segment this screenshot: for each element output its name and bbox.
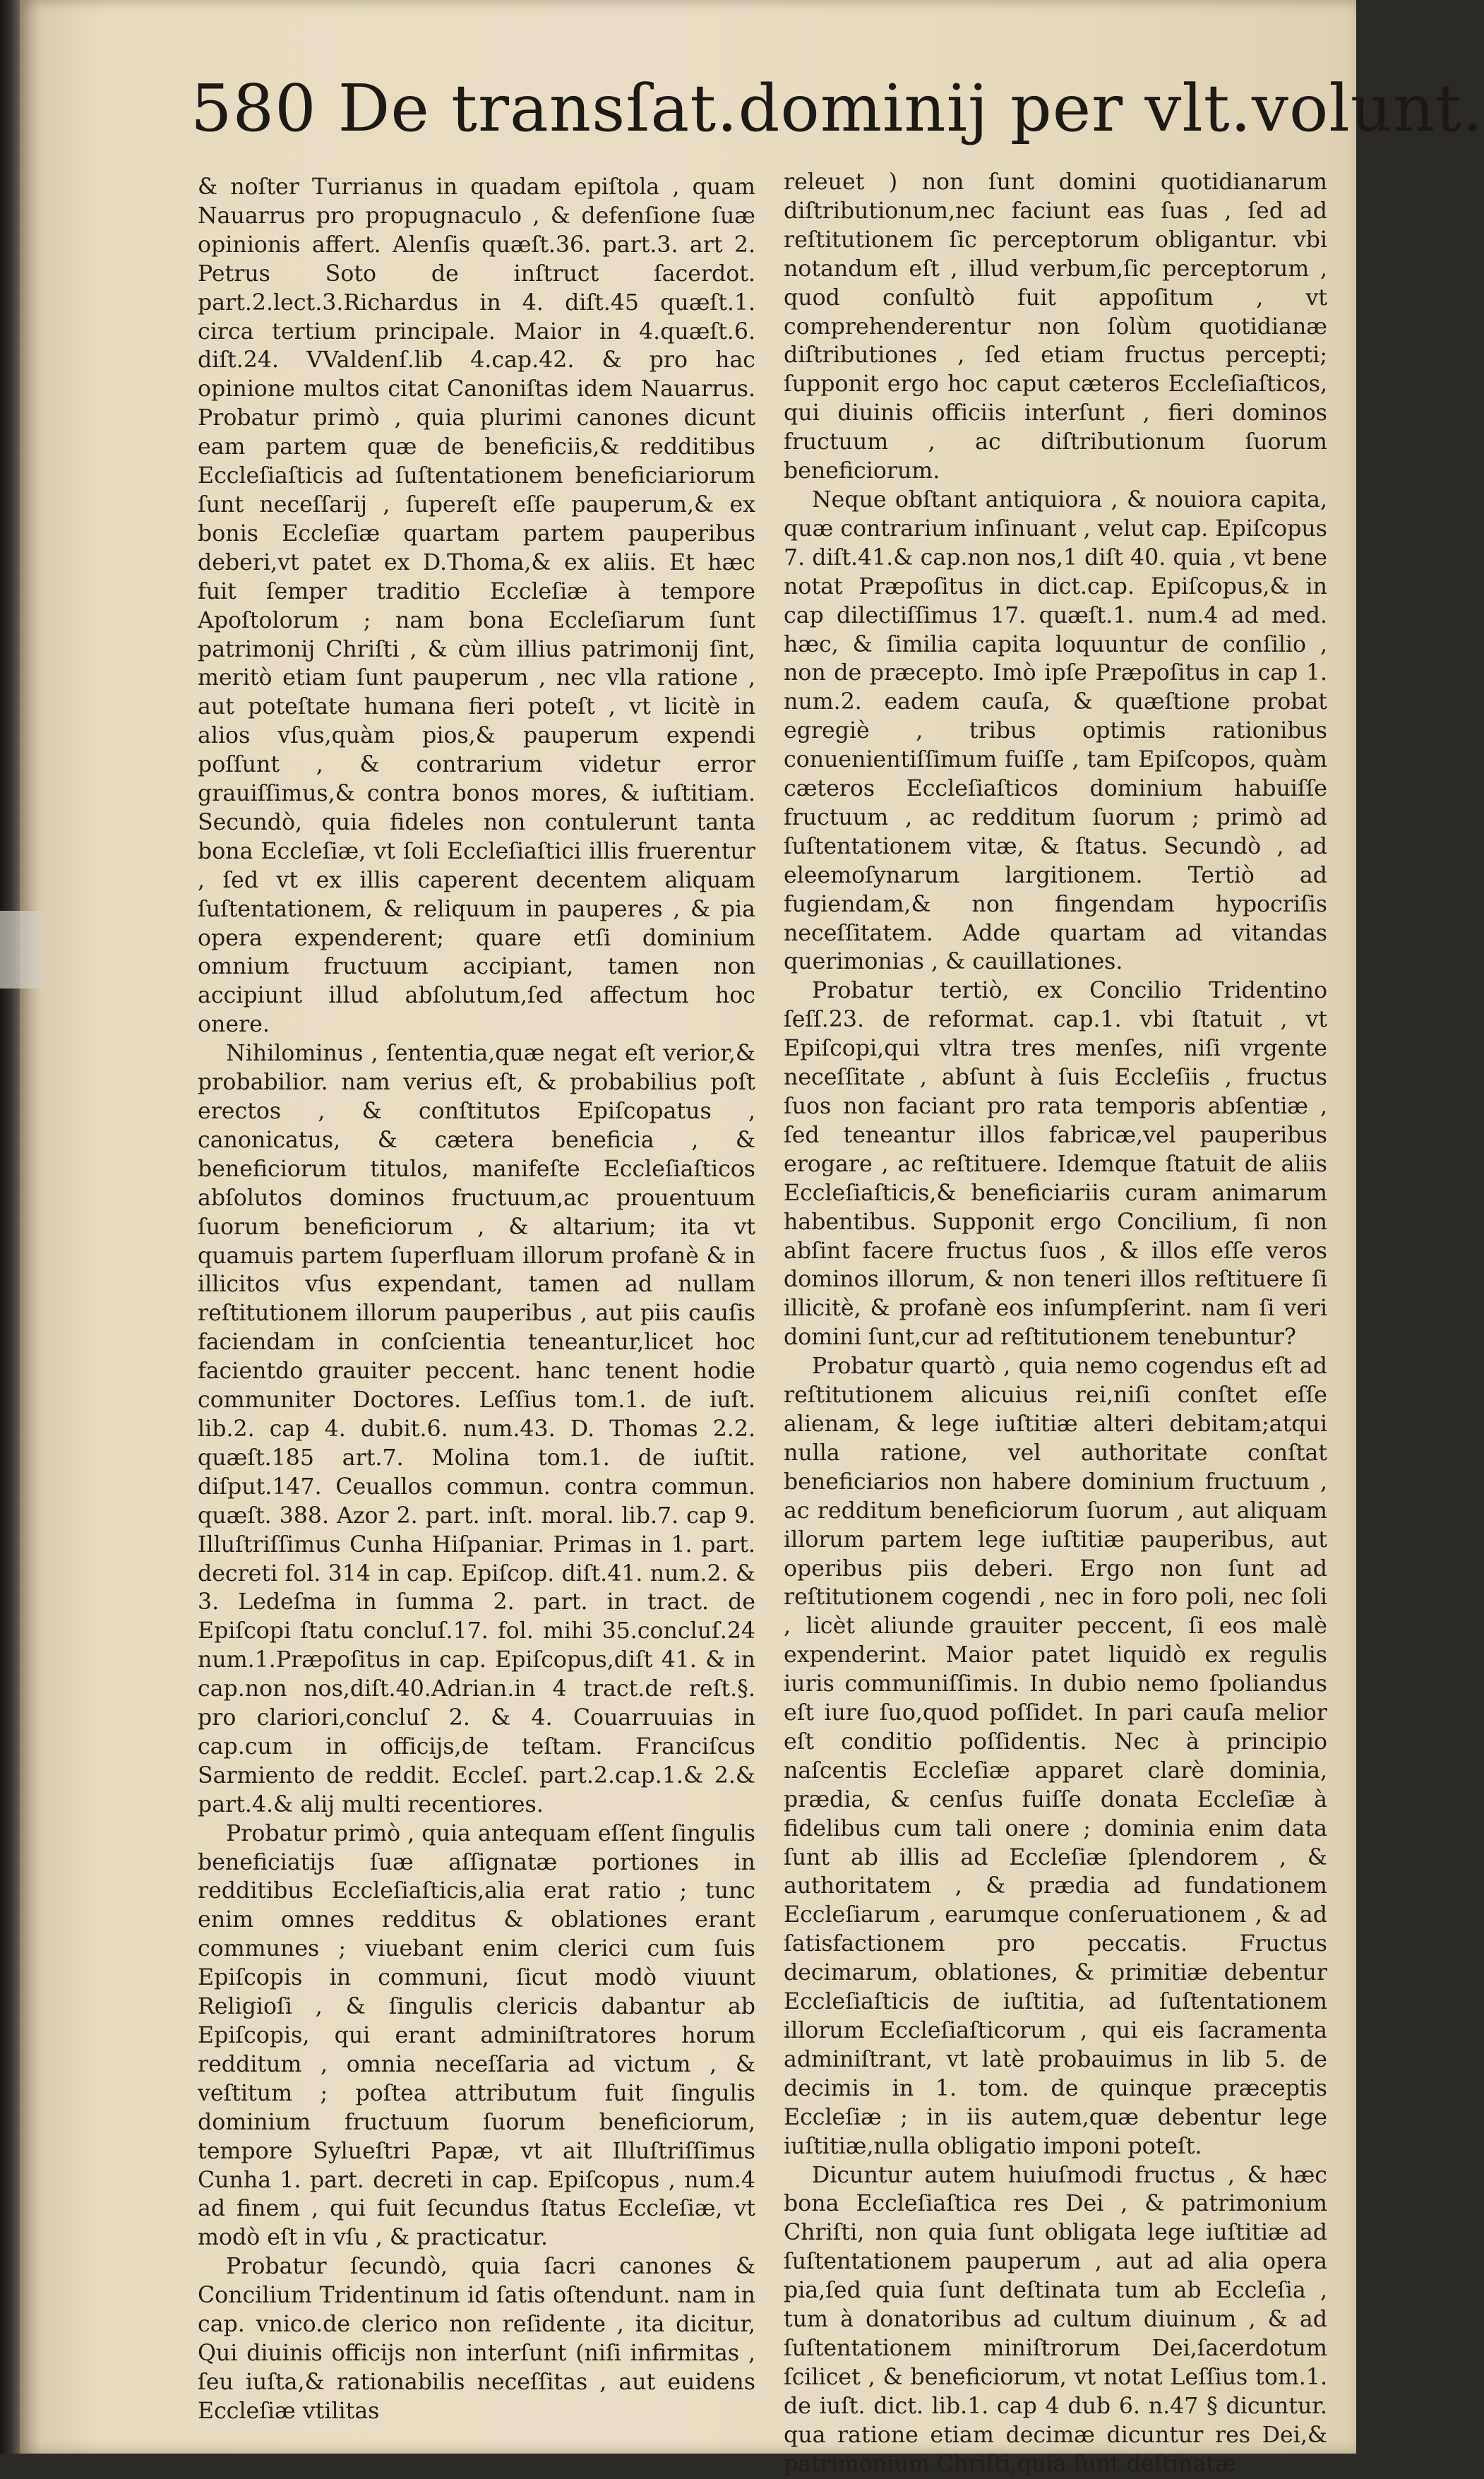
paragraph: Dicuntur autem huiuſmodi fructus , & hæc bona Eccleſiaſtica res Dei , & patrimonium Chriſti, non quia ſunt obligata lege iuſtitiæ ad ſuſtentationem pauperum , aut ad alia opera pia,ſed quia ſunt deſtinata tum ab Eccleſia , tum à donatoribus ad cultum diuinum , & ad ſuſtentationem miniſtrorum Dei,ſacerdotum ſcilicet , & beneficiorum, vt notat Leſſius tom.1. de iuſt. dict. lib.1. cap 4 dub 6. n.47 § dicuntur. qua ratione etiam decimæ dicuntur res Dei,& patrimonium Chriſti,quia ſunt deſtinatæ [784, 2162, 1327, 2477]
paragraph: & noſter Turrianus in quadam epiſtola , quam Nauarrus pro propugnaculo , & defenſione ſuæ opinionis affert. Alenſis quæſt.36. part.3. art 2. Petrus Soto de inſtruct ſacerdot. part.2.lect.3.Richardus in 4. diſt.45 quæſt.1. circa tertium principale. Maior in 4.quæſt.6. diſt.24. VValdenſ.lib 4.cap.42. & pro hac opinione multos citat Canoniſtas idem Nauarrus. Probatur primò , quia plurimi canones dicunt eam partem quæ de beneficiis,& redditibus Eccleſiaſticis ad ſuſtentationem beneficiariorum ſunt neceſſarij , ſupereſt eſſe pauperum,& ex bonis Eccleſiæ quartam partem pauperibus deberi,vt patet ex D.Thoma,& ex aliis. Et hæc fuit ſemper traditio Eccleſiæ à tempore Apoſtolorum ; nam bona Eccleſiarum ſunt patrimonij Chriſti , & cùm illius patrimonij ſint, meritò etiam ſunt pauperum , nec vlla ratione , aut poteſtate humana fieri poteſt , vt licitè in alios vſus,quàm pios,& pauperum expendi poſſunt , & contrarium videtur error grauiſſimus,& contra bonos mores, & iuſtitiam. Secundò, quia fideles non contulerunt tanta bona Eccleſiæ, vt ſoli Eccleſiaſtici illis fruerentur , ſed vt ex illis caperent decentem aliquam ſuſtentationem, & reliquum in pauperes , & pia opera expenderent; quare etſi dominium omnium fructuum accipiant, tamen non accipiunt illud abſolutum,ſed affectum hoc onere. [198, 174, 755, 1038]
paragraph: Probatur primò , quia antequam eſſent ſingulis beneficiatijs ſuæ aſſignatæ portiones in redditibus Eccleſiaſticis,alia erat ratio ; tunc enim omnes redditus & oblationes erant communes ; viuebant enim clerici cum ſuis Epiſcopis in communi, ſicut modò viuunt Religioſi , & ſingulis clericis dabantur ab Epiſcopis, qui erant adminiſtratores horum redditum , omnia neceſſaria ad victum , & veſtitum ; poſtea attributum fuit ſingulis dominium fructuum ſuorum beneficiorum, tempore Sylueſtri Papæ, vt ait Illuſtriſſimus Cunha 1. part. decreti in cap. Epiſcopus , num.4 ad finem , qui fuit ſecundus ſtatus Eccleſiæ, vt modò eſt in vſu , & practicatur. [198, 1820, 755, 2251]
paragraph: Nihilominus , ſententia,quæ negat eſt verior,& probabilior. nam verius eſt, & probabilius poſt erectos , & conſtitutos Epiſcopatus , canonicatus, & cætera beneficia , & beneficiorum titulos, manifeſte Eccleſiaſticos abſolutos dominos fructuum,ac prouentuum ſuorum beneficiorum , & altarium; ita vt quamuis partem ſuperfluam illorum profanè & in illicitos vſus expendant, tamen ad nullam reſtitutionem illorum pauperibus , aut piis cauſis faciendam in conſcientia teneantur,licet hoc facientdo grauiter peccent. hanc tenent hodie communiter Doctores. Leſſius tom.1. de iuſt. lib.2. cap 4. dubit.6. num.43. D. Thomas 2.2. quæſt.185 art.7. Molina tom.1. de iuſtit. diſput.147. Ceuallos commun. contra commun. quæſt. 388. Azor 2. part. inſt. moral. lib.7. cap 9. Illuſtriſſimus Cunha Hiſpaniar. Primas in 1. part. decreti fol. 314 in cap. Epiſcop. diſt.41. num.2. & 3. Ledeſma in ſumma 2. part. in tract. de Epiſcopi ſtatu concluſ.17. fol. mihi 35.concluſ.24 num.1.Præpoſitus in cap. Epiſcopus,diſt 41. & in cap.non nos,diſt.40.Adrian.in 4 tract.de reſt.§. pro clariori,concluſ 2. & 4. Couarruuias in cap.cum in officijs,de teſtam. Franciſcus Sarmiento de reddit. Eccleſ. part.2.cap.1.& 2.& part.4.& alij multi recentiores. [198, 1041, 755, 1817]
book-spine [0, 0, 20, 2454]
right-column [784, 168, 1327, 2479]
left-column [198, 173, 755, 2426]
page-tab-marker [0, 911, 42, 988]
running-title: De transſat.dominij per vlt.volunt. [337, 71, 1484, 146]
paragraph: Probatur tertiò, ex Concilio Tridentino ſeſſ.23. de reformat. cap.1. vbi ſtatuit , vt Epiſcopi,qui vltra tres menſes, niſi vrgente neceſſitate , abſunt à ſuis Eccleſiis , fructus ſuos non faciant pro rata temporis abſentiæ , ſed teneantur illos fabricæ,vel pauperibus erogare , ac reſtituere. Idemque ſtatuit de aliis Eccleſiaſticis,& beneficiariis curam animarum habentibus. Supponit ergo Concilium, ſi non abſint facere fructus ſuos , & illos eſſe veros dominos illorum, & non teneri illos reſtituere ſi illicitè, & profanè eos inſumpſerint. nam ſi veri domini ſunt,cur ad reſtitutionem tenebuntur? [784, 978, 1327, 1351]
paragraph: Probatur quartò , quia nemo cogendus eſt ad reſtitutionem alicuius rei,niſi conſtet eſſe alienam, & lege iuſtitiæ alteri debitam;atqui nulla ratione, vel authoritate conſtat beneficiarios non habere dominium fructuum , ac redditum beneficiorum ſuorum , aut aliquam illorum partem lege iuſtitiæ pauperibus, aut operibus piis deberi. Ergo non ſunt ad reſtitutionem cogendi , nec in foro poli, nec ſoli , licèt aliunde grauiter peccent, ſi eos malè expenderint. Maior patet liquidò ex regulis iuris communiſſimis. In dubio nemo ſpoliandus eſt iure ſuo,quod poſſidet. In pari cauſa melior eſt conditio poſſidentis. Nec à principio naſcentis Eccleſiæ apparet clarè dominia, prædia, & cenſus fuiſſe donata Eccleſiæ à fidelibus cum tali onere ; dominia enim data ſunt ab illis ad Eccleſiæ ſplendorem , & authoritatem , & prædia ad fundationem Eccleſiarum , earumque conſeruationem , & ad ſatisfactionem pro peccatis. Fructus decimarum, oblationes, & primitiæ debentur Eccleſiaſticis de iuſtitia, ad ſuſtentationem illorum Eccleſiaſticorum , qui eis ſacramenta adminiſtrant, vt latè probauimus in lib 5. de decimis in 1. tom. de quinque præceptis Eccleſiæ ; in iis autem,quæ debentur lege iuſtitiæ,nulla obligatio imponi poteſt. [784, 1354, 1327, 2159]
running-header [191, 71, 1484, 146]
page-number: 580 [191, 71, 317, 146]
paragraph: releuet ) non ſunt domini quotidianarum diſtributionum,nec faciunt eas ſuas , ſed ad reſtitutionem ſic perceptorum obligantur. vbi notandum eſt , illud verbum,ſic perceptorum , quod conſultò fuit appoſitum , vt comprehenderentur non ſolùm quotidianæ diſtributiones , ſed etiam fructus percepti; ſupponit ergo hoc caput cæteros Eccleſiaſticos, qui diuinis officiis interſunt , fieri dominos fructuum , ac diſtributionum ſuorum beneficiorum. [784, 169, 1327, 484]
paragraph: Probatur ſecundò, quia ſacri canones & Concilium Tridentinum id ſatis oſtendunt. nam in cap. vnico.de clerico non reſidente , ita dicitur, Qui diuinis officijs non interſunt (niſi infirmitas , ſeu iuſta,& rationabilis neceſſitas , aut euidens Eccleſiæ vtilitas [198, 2254, 755, 2424]
paragraph: Neque obſtant antiquiora , & nouiora capita, quæ contrarium inſinuant , velut cap. Epiſcopus 7. diſt.41.& cap.non nos,1 diſt 40. quia , vt bene notat Præpoſitus in dict.cap. Epiſcopus,& in cap dilectiſſimus 17. quæſt.1. num.4 ad med. hæc, & ſimilia capita loquuntur de conſilio , non de præcepto. Imò ipſe Præpoſitus in cap 1. num.2. eadem cauſa, & quæſtione probat egregiè , tribus optimis rationibus conuenientiſſimum fuiſſe , tam Epiſcopos, quàm cæteros Eccleſiaſticos dominium habuiſſe fructuum , ac redditum ſuorum ; primò ad ſuſtentationem vitæ, & ſtatus. Secundò , ad eleemoſynarum largitionem. Tertiò ad fugiendam,& non fingendam hypocriſis neceſſitatem. Adde quartam ad vitandas querimonias , & cauillationes. [784, 486, 1327, 975]
